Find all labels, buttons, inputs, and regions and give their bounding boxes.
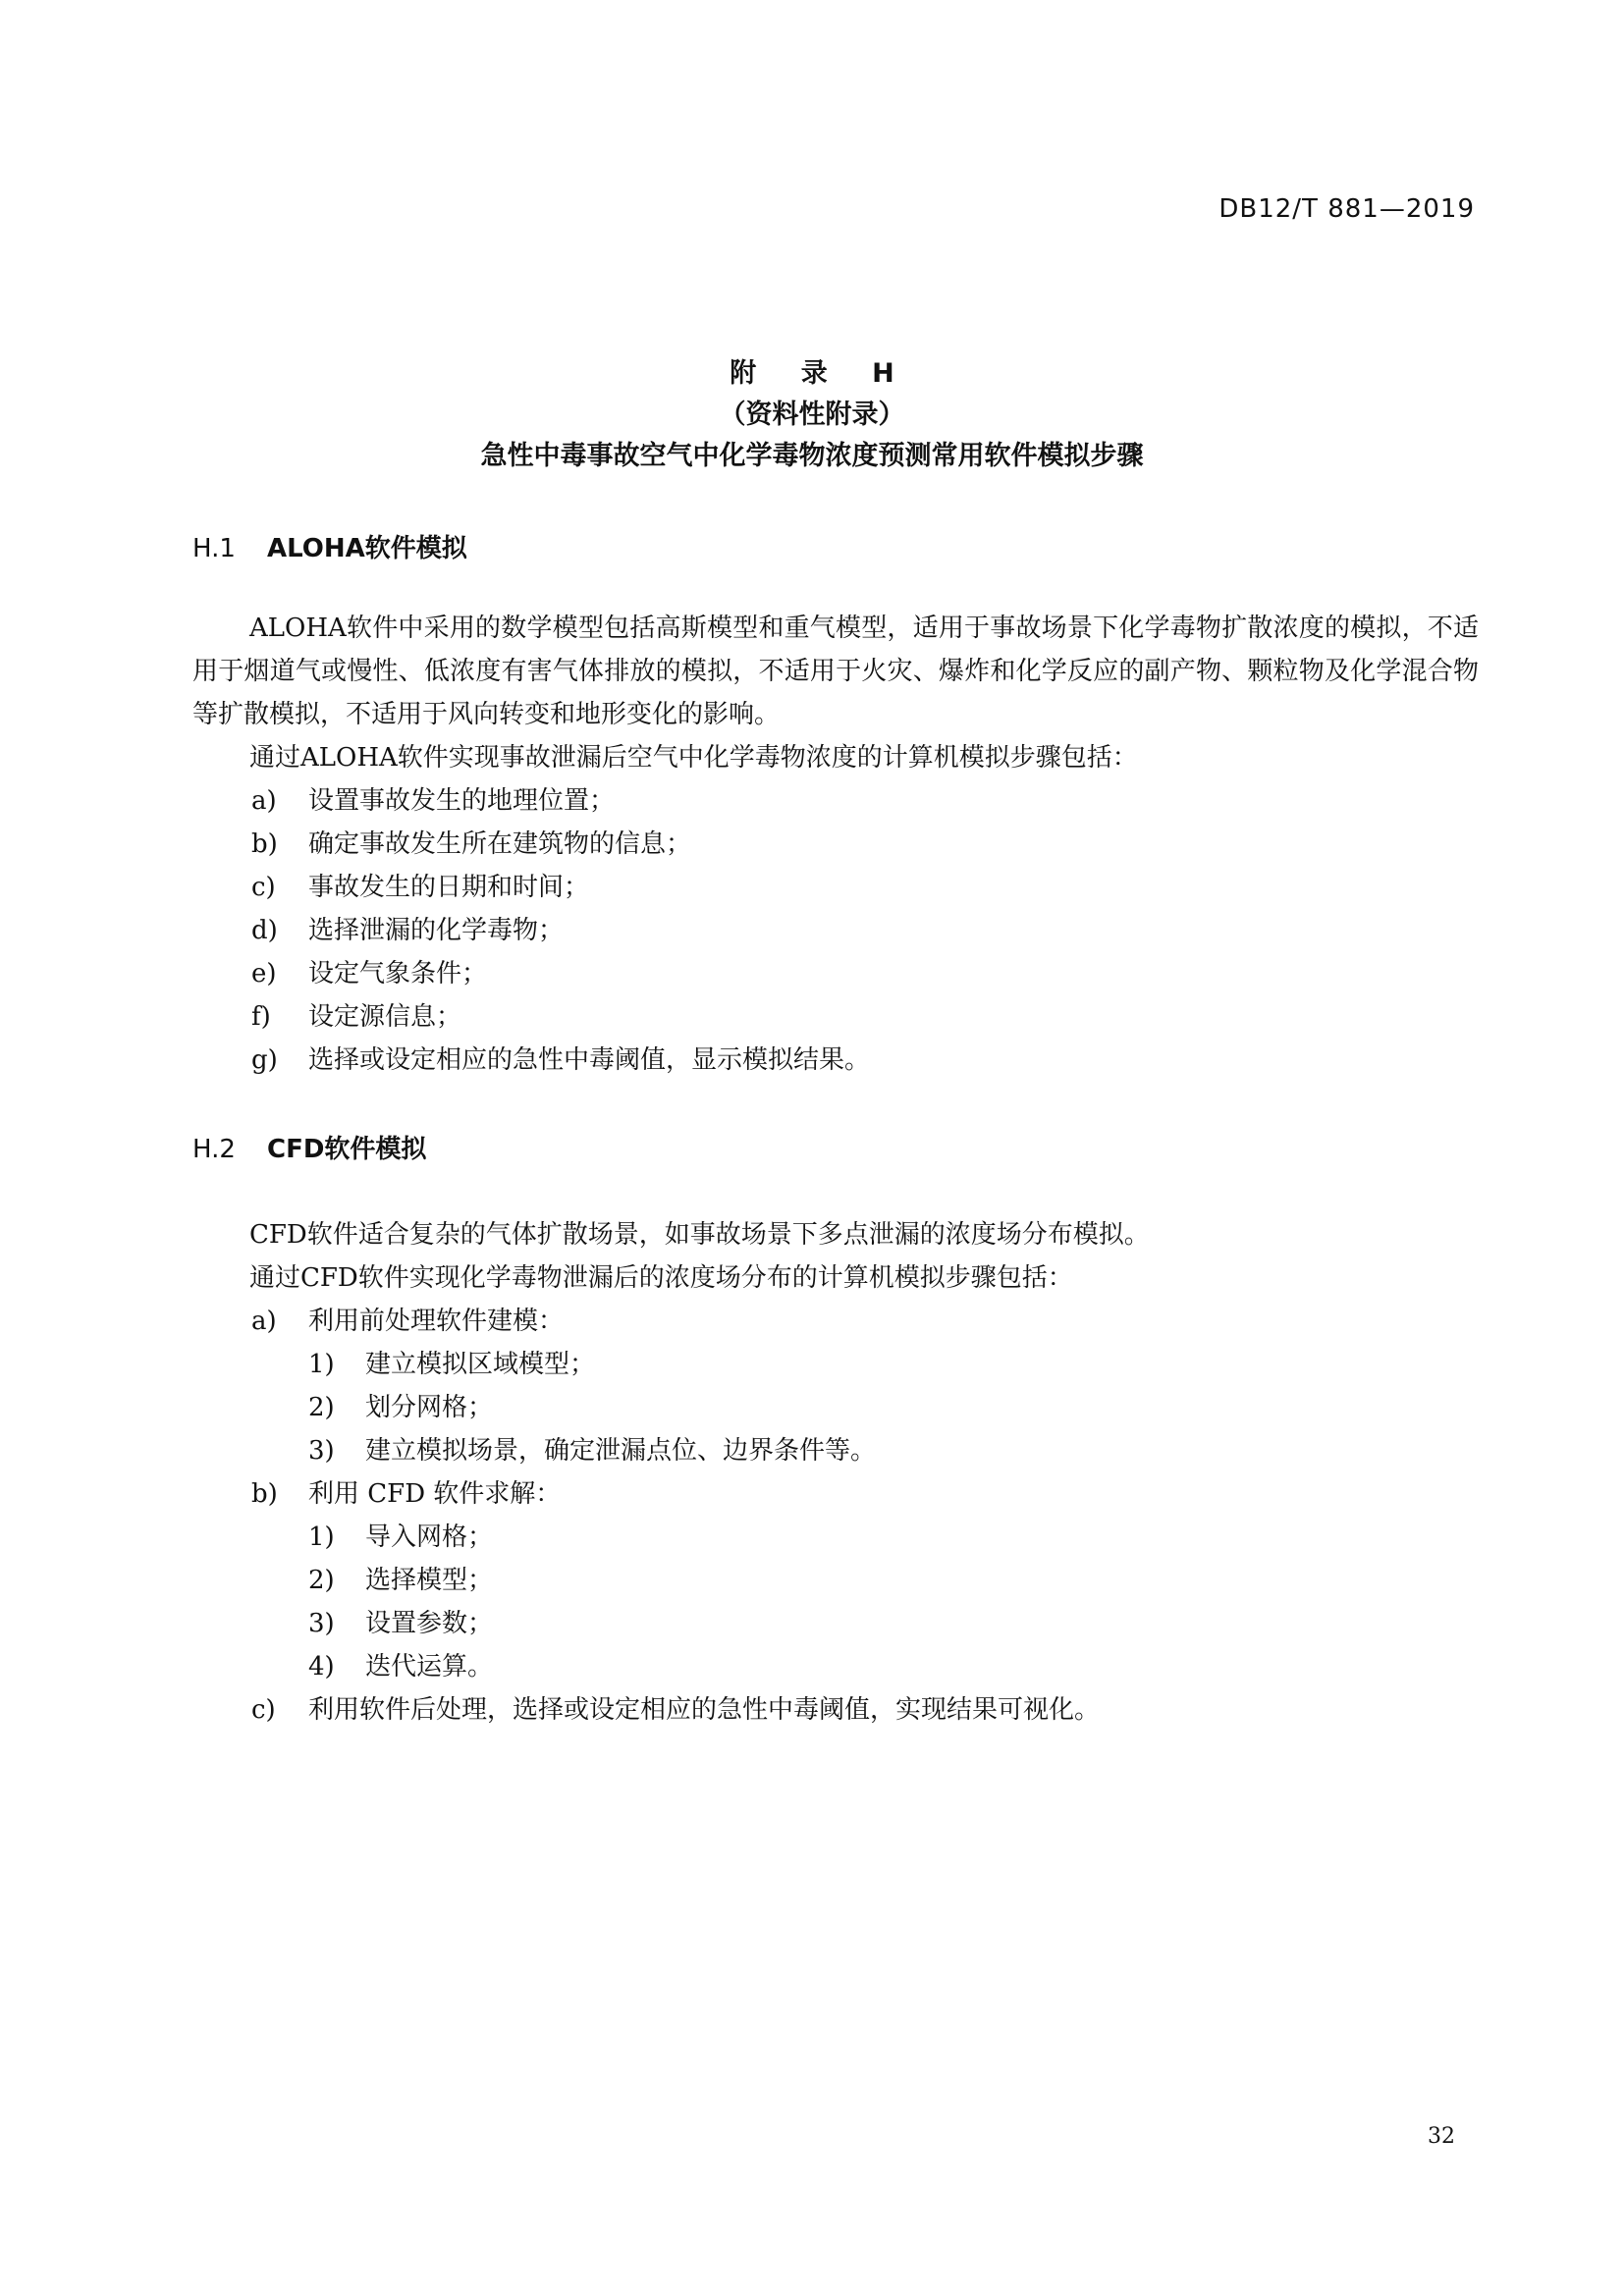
cfd-step-list — [251, 1300, 1100, 1732]
appendix-main-title: 急性中毒事故空气中化学毒物浓度预测常用软件模拟步骤 — [480, 441, 1144, 471]
sub-list-item — [251, 1343, 1100, 1386]
list-marker: 2) — [308, 1566, 335, 1595]
list-marker: 1) — [308, 1522, 335, 1552]
list-marker: 1) — [308, 1350, 335, 1379]
list-text: 利用软件后处理，选择或设定相应的急性中毒阈值，实现结果可视化。 — [308, 1695, 1101, 1725]
sub-list-item — [251, 1559, 1100, 1602]
list-text: 事故发生的日期和时间； — [308, 873, 590, 902]
aloha-step-list — [251, 779, 870, 1082]
list-marker: 3) — [308, 1609, 335, 1638]
sub-list-item — [251, 1602, 1100, 1645]
paragraph: 通过CFD软件实现化学毒物泄漏后的浓度场分布的计算机模拟步骤包括： — [249, 1263, 1073, 1293]
list-text: 设定源信息； — [308, 1002, 462, 1032]
list-text: 选择泄漏的化学毒物； — [308, 916, 565, 945]
list-text: 设置事故发生的地理位置； — [308, 786, 616, 816]
list-marker: 2) — [308, 1393, 335, 1422]
standard-code: DB12/T 881—2019 — [1218, 194, 1475, 224]
list-marker: c) — [251, 873, 276, 902]
list-text: 划分网格； — [365, 1393, 494, 1422]
list-item — [251, 1039, 870, 1082]
paragraph: ALOHA软件中采用的数学模型包括高斯模型和重气模型，适用于事故场景下化学毒物扩散浓度的模拟，不适用于烟道气或慢性、低浓度有害气体排放的模拟，不适用于火灾、爆炸和化学反应的副产物、颗粒物及化学混合物等扩散模拟，不适用于风向转变和地形变化的影响。 — [192, 614, 1479, 729]
list-text: 设定气象条件； — [308, 959, 488, 988]
list-text: 建立模拟区域模型； — [365, 1350, 596, 1379]
list-marker: 3) — [308, 1436, 335, 1466]
list-item — [251, 1472, 1100, 1516]
list-item — [251, 779, 870, 823]
list-text: 设置参数； — [365, 1609, 494, 1638]
list-marker: b) — [251, 1479, 278, 1509]
list-item — [251, 1300, 1100, 1343]
list-marker: a) — [251, 786, 277, 816]
sub-list-item — [251, 1429, 1100, 1472]
section-number: H.2 — [192, 1135, 236, 1164]
section-h2-body — [192, 1213, 1479, 1300]
appendix-type: （资料性附录） — [719, 400, 905, 430]
page-number: 32 — [1428, 2124, 1455, 2149]
list-marker: f) — [251, 1002, 271, 1032]
section-h1-body — [192, 607, 1479, 779]
list-marker: a) — [251, 1307, 277, 1336]
list-text: 利用前处理软件建模： — [308, 1307, 565, 1336]
sub-list-item — [251, 1645, 1100, 1688]
list-marker: e) — [251, 959, 277, 988]
appendix-title-block — [0, 353, 1624, 477]
paragraph: 通过ALOHA软件实现事故泄漏后空气中化学毒物浓度的计算机模拟步骤包括： — [249, 743, 1138, 773]
list-text: 建立模拟场景，确定泄漏点位、边界条件等。 — [365, 1436, 877, 1466]
section-heading-h2 — [192, 1129, 426, 1165]
list-marker: d) — [251, 916, 278, 945]
list-item — [251, 952, 870, 995]
list-text: 选择或设定相应的急性中毒阈值，显示模拟结果。 — [308, 1045, 871, 1075]
list-text: 导入网格； — [365, 1522, 494, 1552]
section-number: H.1 — [192, 534, 236, 563]
list-marker: g) — [251, 1045, 278, 1075]
list-marker: b) — [251, 829, 278, 859]
list-marker: 4) — [308, 1652, 335, 1682]
list-marker: c) — [251, 1695, 276, 1725]
list-item — [251, 995, 870, 1039]
list-item — [251, 866, 870, 909]
list-item — [251, 909, 870, 952]
list-text: 选择模型； — [365, 1566, 494, 1595]
list-item — [251, 1688, 1100, 1732]
section-title: CFD软件模拟 — [267, 1135, 427, 1164]
sub-list-item — [251, 1516, 1100, 1559]
list-text: 确定事故发生所在建筑物的信息； — [308, 829, 692, 859]
list-text: 迭代运算。 — [365, 1652, 494, 1682]
list-item — [251, 823, 870, 866]
list-text: 利用 CFD 软件求解： — [308, 1479, 562, 1509]
sub-list-item — [251, 1386, 1100, 1429]
appendix-label: 附 录 H — [730, 358, 912, 389]
section-title: ALOHA软件模拟 — [267, 534, 467, 563]
paragraph: CFD软件适合复杂的气体扩散场景，如事故场景下多点泄漏的浓度场分布模拟。 — [249, 1220, 1150, 1250]
section-heading-h1 — [192, 528, 467, 564]
